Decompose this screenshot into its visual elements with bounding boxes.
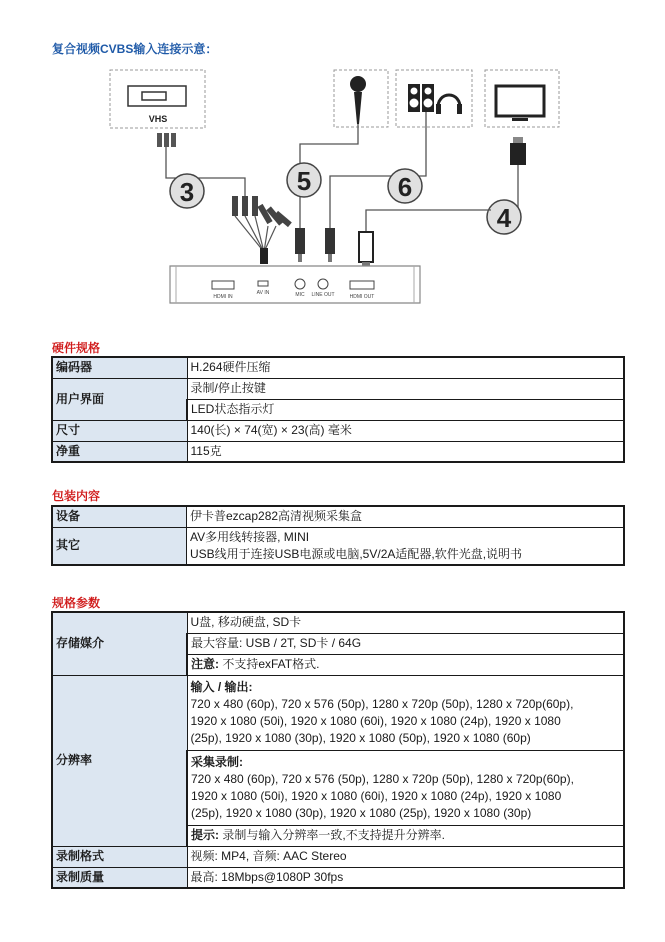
ui-label: 用户界面 bbox=[52, 378, 187, 420]
vhs-label: VHS bbox=[148, 114, 168, 124]
port-hdmi-in-label: HDMI IN bbox=[213, 294, 233, 300]
line-out-plug-icon bbox=[325, 228, 335, 262]
vhs-device-icon bbox=[110, 70, 205, 128]
table-row bbox=[52, 675, 624, 750]
quality-value: 最高: 18Mbps@1080P 30fps bbox=[187, 867, 624, 888]
storage-label: 存储媒介 bbox=[52, 612, 187, 675]
encoder-label: 编码器 bbox=[52, 357, 187, 378]
number-5-badge bbox=[287, 163, 321, 197]
port-hdmi-out-label: HDMI OUT bbox=[349, 294, 375, 300]
connection-diagram bbox=[0, 60, 665, 310]
io-resolutions bbox=[187, 675, 624, 750]
port-line-out-label: LINE OUT bbox=[311, 292, 335, 298]
record-line-3: (25p), 1920 x 1080 (30p), 1920 x 1080 (25p), 1920 x 1080 (30p) bbox=[191, 805, 532, 820]
other-value-line-1: AV多用线转接器, MINI bbox=[190, 529, 310, 544]
diagram-title: 复合视频CVBS输入连接示意： bbox=[52, 42, 218, 56]
hardware-section-title: 硬件规格 bbox=[52, 341, 101, 355]
weight-label: 净重 bbox=[52, 441, 187, 462]
hdmi-plug-icon bbox=[491, 137, 526, 210]
format-label: 录制格式 bbox=[52, 846, 187, 867]
specs-table bbox=[51, 611, 625, 889]
record-line-1: 720 x 480 (60p), 720 x 576 (50p), 1280 x 720p (50p), 1280 x 720p(60p), bbox=[191, 771, 574, 786]
storage-note bbox=[187, 654, 624, 675]
io-line-1: 720 x 480 (60p), 720 x 576 (50p), 1280 x 720p (50p), 1280 x 720p(60p), bbox=[190, 696, 574, 711]
ui-value-1: 录制/停止按键 bbox=[187, 378, 624, 399]
av-adapter-cable-icon bbox=[232, 196, 292, 264]
microphone-icon bbox=[334, 70, 388, 127]
weight-value: 115克 bbox=[187, 441, 624, 462]
table-row bbox=[52, 441, 624, 462]
format-value: 视频: MP4, 音频: AAC Stereo bbox=[187, 846, 624, 867]
tv-icon bbox=[485, 70, 559, 127]
number-3-badge bbox=[170, 174, 204, 208]
port-mic-label: MIC bbox=[295, 292, 305, 298]
tip-text: 录制与输入分辨率一致,不支持提升分辨率. bbox=[219, 828, 446, 842]
other-value-line-2: USB线用于连接USB电源或电脑,5V/2A适配器,软件光盘,说明书 bbox=[190, 546, 523, 561]
size-value: 140(长) × 74(宽) × 23(高) 毫米 bbox=[187, 420, 624, 441]
io-line-3: (25p), 1920 x 1080 (30p), 1920 x 1080 (50p), 1920 x 1080 (60p) bbox=[190, 730, 531, 745]
table-row bbox=[52, 378, 624, 399]
storage-note-label: 注意: bbox=[191, 657, 219, 671]
mic-plug-icon bbox=[295, 228, 305, 262]
table-row bbox=[52, 867, 624, 888]
table-row bbox=[52, 527, 624, 565]
number-4-badge bbox=[487, 200, 521, 234]
table-row bbox=[52, 612, 624, 633]
hdmi-out-plug-icon bbox=[359, 210, 491, 268]
hardware-table bbox=[51, 356, 625, 463]
svg-text:5: 5 bbox=[296, 166, 312, 196]
other-label: 其它 bbox=[52, 527, 187, 565]
resolution-tip bbox=[187, 825, 624, 846]
other-value bbox=[187, 527, 625, 565]
device-label: 设备 bbox=[52, 506, 187, 527]
ui-value-2: LED状态指示灯 bbox=[187, 399, 624, 420]
table-row bbox=[52, 506, 624, 527]
device-value: 伊卡普ezcap282高清视频采集盒 bbox=[187, 506, 625, 527]
io-heading: 输入 / 输出: bbox=[190, 679, 253, 694]
size-label: 尺寸 bbox=[52, 420, 187, 441]
package-section-title: 包装内容 bbox=[52, 489, 101, 503]
record-heading: 采集录制: bbox=[191, 754, 243, 769]
port-av-in-label: AV IN bbox=[256, 290, 270, 296]
storage-value-1: U盘, 移动硬盘, SD卡 bbox=[187, 612, 624, 633]
svg-text:6: 6 bbox=[397, 172, 413, 202]
resolution-label: 分辨率 bbox=[52, 675, 187, 846]
package-table bbox=[51, 505, 625, 566]
svg-text:3: 3 bbox=[179, 177, 195, 207]
tip-label: 提示: bbox=[191, 828, 219, 842]
encoder-value: H.264硬件压缩 bbox=[187, 357, 624, 378]
table-row bbox=[52, 420, 624, 441]
capture-box-device bbox=[170, 266, 420, 303]
table-row bbox=[52, 846, 624, 867]
io-line-2: 1920 x 1080 (50i), 1920 x 1080 (60i), 1920 x 1080 (24p), 1920 x 1080 bbox=[190, 713, 561, 728]
quality-label: 录制质量 bbox=[52, 867, 187, 888]
storage-value-2: 最大容量: USB / 2T, SD卡 / 64G bbox=[187, 633, 624, 654]
number-6-badge bbox=[388, 169, 422, 203]
record-line-2: 1920 x 1080 (50i), 1920 x 1080 (60i), 1920 x 1080 (24p), 1920 x 1080 bbox=[191, 788, 562, 803]
specs-section-title: 规格参数 bbox=[52, 596, 101, 610]
table-row bbox=[52, 357, 624, 378]
speakers-headphones-icon bbox=[396, 70, 472, 127]
record-resolutions bbox=[187, 750, 624, 825]
storage-note-text: 不支持exFAT格式. bbox=[219, 657, 320, 671]
svg-text:4: 4 bbox=[496, 203, 512, 233]
